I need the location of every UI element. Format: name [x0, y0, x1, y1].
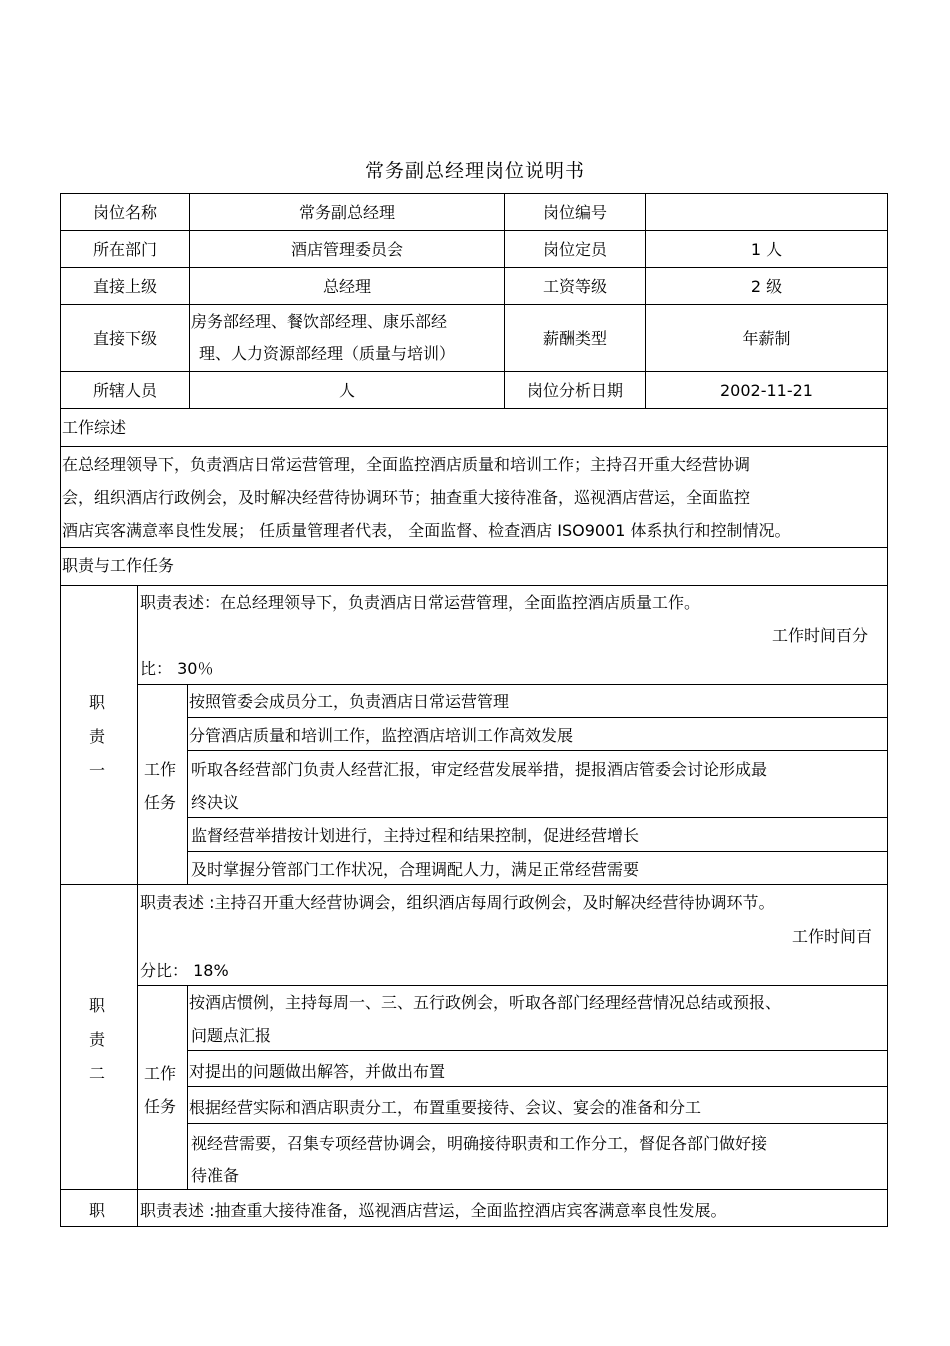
label-salary-grade: 工资等级 — [542, 276, 607, 296]
task-item: 终决议 — [191, 793, 240, 812]
summary-line: 在总经理领导下，负责酒店日常运营管理，全面监控酒店质量和培训工作；主持召开重大经营协调 — [62, 455, 751, 474]
duty-time-share: 工作时间百 — [792, 927, 873, 946]
task-item: 分管酒店质量和培训工作，监控酒店培训工作高效发展 — [189, 726, 574, 745]
task-item: 及时掌握分管部门工作状况，合理调配人力，满足正常经营需要 — [191, 860, 640, 879]
value-department: 酒店管理委员会 — [290, 239, 403, 259]
value-pay-type: 年薪制 — [742, 328, 791, 348]
duty-label-char: 职 — [89, 693, 106, 712]
label-department: 所在部门 — [92, 239, 157, 259]
duty-label-char: 二 — [89, 1064, 106, 1083]
value-subordinates-line1: 房务部经理、餐饮部经理、康乐部经 — [191, 312, 448, 331]
duty-time-share: 比： 30％ — [140, 659, 214, 678]
value-position-name: 常务副总经理 — [298, 202, 395, 222]
summary-line: 会，组织酒店行政例会，及时解决经营待协调环节；抽查重大接待准备，巡视酒店营运，全面监控 — [62, 488, 751, 507]
value-headcount: 1 人 — [750, 239, 783, 259]
task-item: 按照管委会成员分工，负责酒店日常运营管理 — [189, 692, 510, 711]
task-label: 工作 — [144, 760, 177, 779]
task-label: 任务 — [144, 1097, 177, 1116]
duty-label-char: 一 — [89, 761, 106, 780]
duty-statement: 职责表述 :主持召开重大经营协调会，组织酒店每周行政例会，及时解决经营待协调环节。 — [140, 893, 775, 912]
duty-time-share: 工作时间百分 — [772, 626, 869, 645]
page-title: 常务副总经理岗位说明书 — [364, 160, 585, 182]
task-item: 待准备 — [191, 1166, 240, 1185]
task-item: 对提出的问题做出解答，并做出布置 — [189, 1062, 446, 1081]
label-staff: 所辖人员 — [92, 380, 157, 400]
duty-label-char: 职 — [89, 1201, 106, 1220]
task-item: 监督经营举措按计划进行，主持过程和结果控制，促进经营增长 — [191, 826, 640, 845]
summary-line: 酒店宾客满意率良性发展； 任质量管理者代表， 全面监督、检查酒店 ISO9001 体系执行和控制情况。 — [62, 521, 791, 540]
summary-heading: 工作综述 — [62, 418, 127, 437]
label-position-code: 岗位编号 — [542, 202, 607, 222]
value-analysis-date: 2002-11-21 — [720, 380, 813, 400]
task-label: 工作 — [144, 1064, 177, 1083]
task-label: 任务 — [144, 793, 177, 812]
label-pay-type: 薪酬类型 — [542, 328, 607, 348]
duty-time-share: 分比： 18% — [140, 961, 229, 980]
task-item: 根据经营实际和酒店职责分工，布置重要接待、会议、宴会的准备和分工 — [189, 1098, 702, 1117]
task-item: 按酒店惯例，主持每周一、三、五行政例会，听取各部门经理经营情况总结或预报、 — [189, 993, 782, 1012]
task-item: 听取各经营部门负责人经营汇报，审定经营发展举措，提报酒店管委会讨论形成最 — [191, 760, 768, 779]
duty-label-char: 责 — [89, 1030, 106, 1049]
value-subordinates-line2: 理、人力资源部经理（质量与培训） — [199, 344, 456, 363]
duty-label-char: 责 — [89, 727, 106, 746]
label-position-name: 岗位名称 — [92, 202, 157, 222]
duty-statement: 职责表述 :抽查重大接待准备，巡视酒店营运，全面监控酒店宾客满意率良性发展。 — [140, 1201, 727, 1220]
label-subordinates: 直接下级 — [92, 328, 157, 348]
value-direct-superior: 总经理 — [322, 276, 371, 296]
duty-statement: 职责表述：在总经理领导下，负责酒店日常运营管理，全面监控酒店质量工作。 — [140, 593, 701, 612]
value-staff: 人 — [338, 380, 355, 400]
label-headcount: 岗位定员 — [542, 239, 607, 259]
value-position-code — [646, 194, 887, 230]
duty-label-char: 职 — [89, 996, 106, 1015]
task-item: 视经营需要，召集专项经营协调会，明确接待职责和工作分工，督促各部门做好接 — [191, 1134, 768, 1153]
duties-heading: 职责与工作任务 — [62, 556, 175, 575]
label-analysis-date: 岗位分析日期 — [526, 380, 623, 400]
task-item: 问题点汇报 — [191, 1026, 272, 1045]
value-salary-grade: 2 级 — [750, 276, 783, 296]
label-direct-superior: 直接上级 — [92, 276, 157, 296]
